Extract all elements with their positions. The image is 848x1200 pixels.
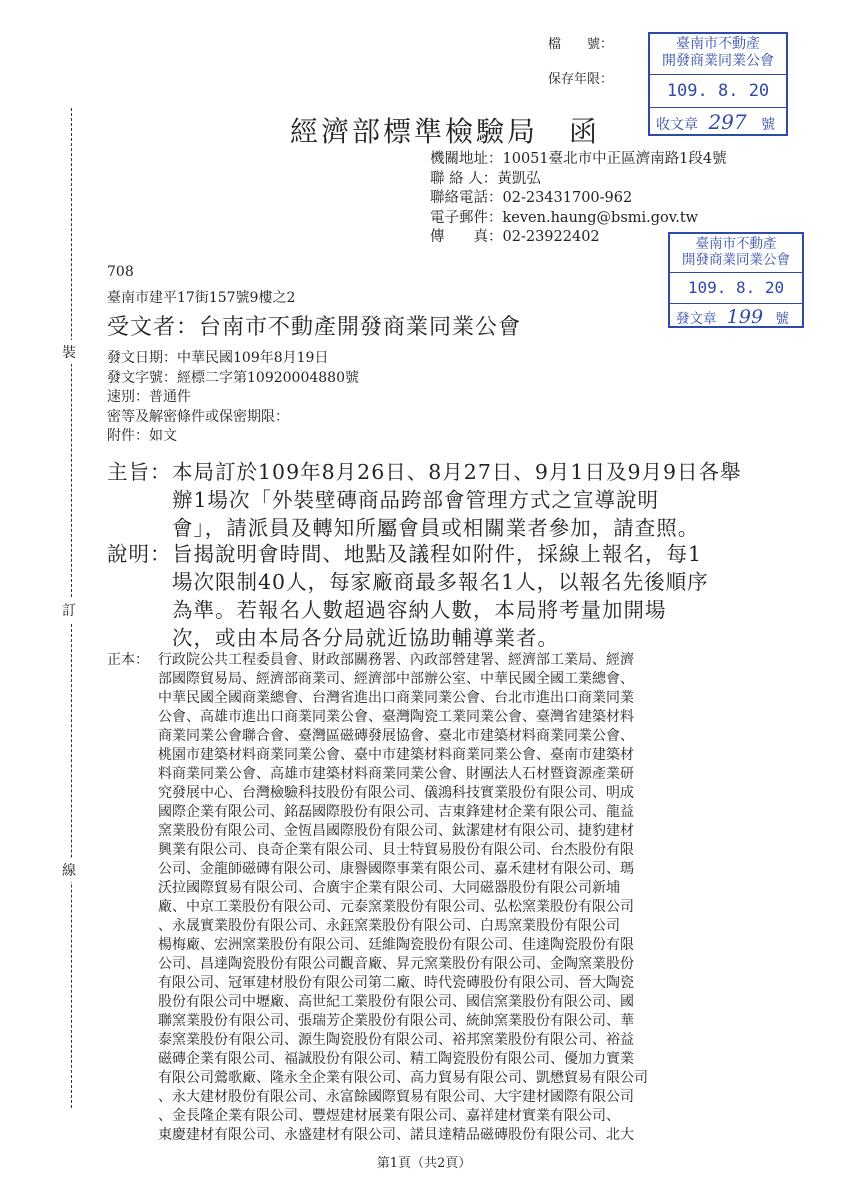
copies-line: 股份有限公司中壢廠、高世紀工業股份有限公司、國信窯業股份有限公司、國 (158, 994, 634, 1010)
explanation-body: 旨揭說明會時間、地點及議程如附件，採線上報名，每1 場次限制40人，每家廠商最多報名1人，以報名先後順序 為準。若報名人數超過容納人數，本局將考量加開場 次，或由本局各分局就近協助輔導業者。 (172, 542, 709, 650)
document-title: 經濟部標準檢驗局 函 (290, 115, 601, 148)
copies-line: 桃園市建築材料商業同業公會、臺中市建築材料商業同業公會、臺南市建築材 (158, 747, 634, 763)
stamp-number: 199 (726, 306, 764, 328)
stamp-org-line1: 臺南市不動產 (676, 36, 760, 52)
stamp-suffix: 號 (775, 311, 789, 327)
binding-mark-xian: 線 (62, 858, 76, 882)
attachment: 附件：如文 (107, 428, 177, 444)
contact-address: 機關地址：10051臺北市中正區濟南路1段4號 (430, 151, 727, 167)
contact-phone: 聯絡電話：02-23431700-962 (430, 190, 633, 206)
explanation-label: 說明： (107, 542, 172, 566)
copies-line: 料商業同業公會、高雄市建築材料商業同業公會、財團法人石材暨資源產業研 (158, 766, 634, 782)
document-number: 發文字號：經標二字第10920004880號 (107, 369, 359, 386)
stamp-org-line1: 臺南市不動產 (695, 236, 777, 252)
copies-line: 國際企業有限公司、銘磊國際股份有限公司、吉東鋒建材企業有限公司、龍益 (158, 804, 634, 820)
copies-line: 楊梅廠、宏洲窯業股份有限公司、廷維陶瓷股份有限公司、佳達陶瓷股份有限 (158, 937, 634, 953)
copies-line: 部國際貿易局、經濟部商業司、經濟部中部辦公室、中華民國全國工業總會、 (158, 671, 634, 687)
stamp-number: 297 (708, 110, 747, 134)
copies-line: 磁磚企業有限公司、福誠股份有限公司、精工陶瓷股份有限公司、優加力實業 (158, 1051, 634, 1067)
copies-line: 沃拉國際貿易有限公司、合廣宇企業有限公司、大同磁器股份有限公司新埔 (158, 880, 620, 896)
stamp-suffix: 號 (761, 117, 776, 133)
retention-label: 保存年限： (548, 72, 614, 87)
dispatch-stamp (668, 232, 804, 328)
recipient: 受文者：台南市不動產開發商業同業公會 (107, 315, 522, 340)
stamp-label: 發文章 (676, 311, 717, 327)
stamp-date: 109. 8. 20 (650, 75, 786, 108)
contact-person: 聯 絡 人：黃凱弘 (430, 170, 541, 187)
subject-body: 本局訂於109年8月26日、8月27日、9月1日及9月9日各舉 辦1場次「外裝壁磚商品跨部會管理方式之宣導說明 會」，請派員及轉知所屬會員或相關業者參加，請查照。 (172, 460, 742, 540)
security-class: 密等及解密條件或保密期限： (107, 408, 289, 425)
recipient-address: 臺南市建平17街157號9樓之2 (107, 290, 296, 306)
copies-line: 、永晟實業股份有限公司、永鈺窯業股份有限公司、白馬窯業股份有限公司 (158, 918, 620, 934)
contact-email: 電子郵件：keven.haung@bsmi.gov.tw (430, 209, 699, 226)
stamp-org-line2: 開發商業同業公會 (662, 53, 774, 69)
copies-line: 廠、中京工業股份有限公司、元泰窯業股份有限公司、弘松窯業股份有限公司 (158, 899, 634, 915)
copies-line: 、金長隆企業有限公司、豐煜建材展業有限公司、嘉祥建材實業有限公司、 (158, 1108, 620, 1124)
postal-code: 708 (107, 264, 134, 280)
copies-line: 商業同業公會聯合會、臺灣區磁磚發展協會、臺北市建築材料商業同業公會、 (158, 728, 634, 744)
speed-class: 速別：普通件 (107, 389, 191, 405)
binding-mark-ding: 訂 (62, 598, 76, 622)
copies-line: 公司、昌達陶瓷股份有限公司觀音廠、昇元窯業股份有限公司、金陶窯業股份 (158, 956, 634, 972)
copies-line: 興業有限公司、良奇企業有限公司、貝士特貿易股份有限公司、台杰股份有限 (158, 842, 634, 858)
copies-line: 泰窯業股份有限公司、源生陶瓷股份有限公司、裕邦窯業股份有限公司、裕益 (158, 1032, 634, 1048)
copies-line: 行政院公共工程委員會、財政部關務署、內政部營建署、經濟部工業局、經濟 (158, 652, 634, 668)
page-footer: 第1頁（共2頁） (376, 1156, 472, 1171)
copies-line: 公會、高雄市進出口商業同業公會、臺灣陶瓷工業同業公會、臺灣省建築材料 (158, 709, 634, 725)
copies-line: 東慶建材有限公司、永盛建材有限公司、諾貝達精品磁磚股份有限公司、北大 (158, 1127, 634, 1143)
received-stamp (648, 32, 788, 136)
copies-line: 窯業股份有限公司、金恆昌國際股份有限公司、鈦潔建材有限公司、捷豹建材 (158, 823, 634, 839)
stamp-org-line2: 開發商業同業公會 (682, 252, 790, 268)
binding-mark-zhuang: 裝 (62, 340, 76, 364)
file-no-label: 檔 號： (548, 37, 614, 52)
copies-line: 聯窯業股份有限公司、張瑞芳企業股份有限公司、統帥窯業股份有限公司、華 (158, 1013, 634, 1029)
contact-fax: 傳 真：02-23922402 (430, 229, 600, 245)
subject-label: 主旨： (107, 460, 172, 484)
copies-line: 有限公司鶯歌廠、隆永全企業有限公司、高力貿易有限公司、凱懋貿易有限公司 (158, 1070, 648, 1086)
copies-line: 公司、金龍師磁磚有限公司、康譽國際事業有限公司、嘉禾建材有限公司、瑪 (158, 861, 634, 877)
copies-line: 、永大建材股份有限公司、永富餘國際貿易有限公司、大宇建材國際有限公司 (158, 1089, 634, 1105)
issue-date: 發文日期：中華民國109年8月19日 (107, 350, 329, 366)
copies-label: 正本： (107, 652, 149, 668)
meta-block (107, 349, 359, 447)
stamp-date: 109. 8. 20 (670, 273, 802, 304)
copies-list (158, 651, 758, 1145)
stamp-label: 收文章 (656, 117, 698, 133)
copies-line: 究發展中心、台灣檢驗科技股份有限公司、儀鴻科技實業股份有限公司、明成 (158, 785, 634, 801)
copies-line: 中華民國全國商業總會、台灣省進出口商業同業公會、台北市進出口商業同業 (158, 690, 634, 706)
copies-line: 有限公司、冠軍建材股份有限公司第二廠、時代瓷磚股份有限公司、晉大陶瓷 (158, 975, 634, 991)
